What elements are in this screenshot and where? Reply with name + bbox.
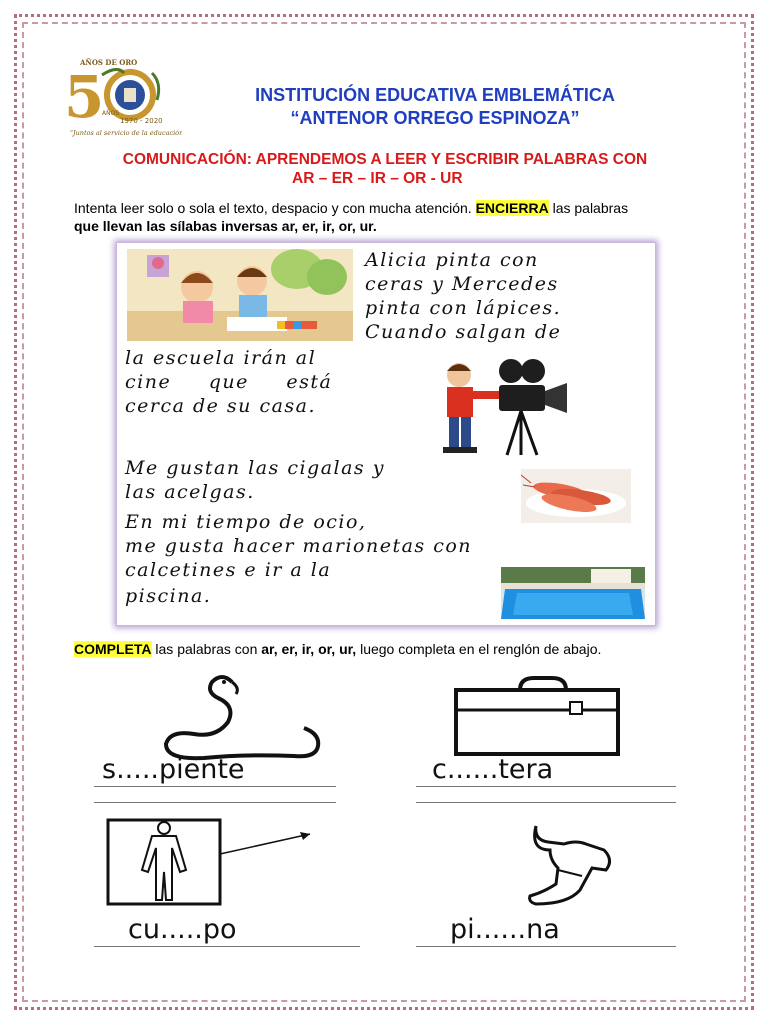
school-logo <box>62 55 182 140</box>
children-drawing-illustration <box>127 249 353 341</box>
exercise-word-cartera: c......tera <box>432 754 554 785</box>
subject-title <box>60 150 710 188</box>
human-body-icon <box>100 814 320 908</box>
answer-line-4a <box>416 946 676 947</box>
instruction2-text-2: luego completa en el renglón de abajo. <box>356 641 602 657</box>
institution-name <box>185 84 685 130</box>
reading-line-8: Me gustan las cigalas y <box>125 457 385 479</box>
svg-text:"Juntos al servicio de la educ: "Juntos al servicio de la educación" <box>70 129 182 137</box>
reading-line-10: En mi tiempo de ocio, <box>125 511 367 533</box>
briefcase-icon <box>452 676 622 758</box>
exercise-word-pierna: pi......na <box>450 914 560 945</box>
answer-line-3a <box>94 946 360 947</box>
instruction-highlight-completa: COMPLETA <box>74 641 152 657</box>
instruction-read <box>74 199 714 235</box>
instruction2-bold: ar, er, ir, or, ur, <box>261 641 357 657</box>
reading-line-4: Cuando salgan de <box>365 321 562 343</box>
instruction-highlight-encierra: ENCIERRA <box>475 200 549 216</box>
svg-text:AÑOS DE ORO: AÑOS DE ORO <box>80 58 138 67</box>
reading-panel <box>116 242 656 626</box>
shrimp-illustration <box>521 469 631 523</box>
answer-line-2b <box>416 802 676 803</box>
reading-line-12: calcetines e ir a la <box>125 559 332 581</box>
reading-line-1: Alicia pinta con <box>365 249 539 271</box>
answer-line-2a <box>416 786 676 787</box>
instruction2-text-1: las palabras con <box>151 641 262 657</box>
swimming-pool-illustration <box>501 567 645 619</box>
reading-line-11: me gusta hacer marionetas con <box>125 535 473 557</box>
snake-icon <box>144 672 334 764</box>
instruction-text-1: Intenta leer solo o sola el texto, despacio y con mucha atención. <box>74 200 476 216</box>
answer-line-1b <box>94 802 336 803</box>
answer-line-1a <box>94 786 336 787</box>
reading-line-3: pinta con lápices. <box>365 297 562 319</box>
reading-line-7: cerca de su casa. <box>125 395 317 417</box>
svg-text:AÑOS: AÑOS <box>102 110 120 117</box>
institution-line1: INSTITUCIÓN EDUCATIVA EMBLEMÁTICA <box>255 85 615 105</box>
exercise-word-serpiente: s.....piente <box>102 754 245 785</box>
reading-line-5: la escuela irán al <box>125 347 317 369</box>
instruction-bold-line: que llevan las sílabas inversas ar, er, ir, or, ur. <box>74 218 377 234</box>
svg-text:1970 - 2020: 1970 - 2020 <box>120 117 163 125</box>
reading-line-6: cine que está <box>125 371 333 393</box>
subject-line1: COMUNICACIÓN: APRENDEMOS A LEER Y ESCRIBIR PALABRAS CON <box>122 151 648 168</box>
fill-in-worksheet <box>84 670 684 970</box>
reading-line-9: las acelgas. <box>125 481 255 503</box>
cameraman-illustration <box>429 355 599 460</box>
instruction-text-2: las palabras <box>548 200 629 216</box>
institution-line2: “ANTENOR ORREGO ESPINOZA” <box>290 108 580 128</box>
exercise-word-cuerpo: cu.....po <box>128 914 237 945</box>
reading-line-2: ceras y Mercedes <box>365 273 559 295</box>
instruction-complete <box>74 641 714 657</box>
svg-text:5: 5 <box>64 63 105 131</box>
reading-line-13: piscina. <box>125 585 212 607</box>
leg-icon <box>520 820 640 910</box>
subject-line2: AR – ER – IR – OR - UR <box>292 170 463 187</box>
